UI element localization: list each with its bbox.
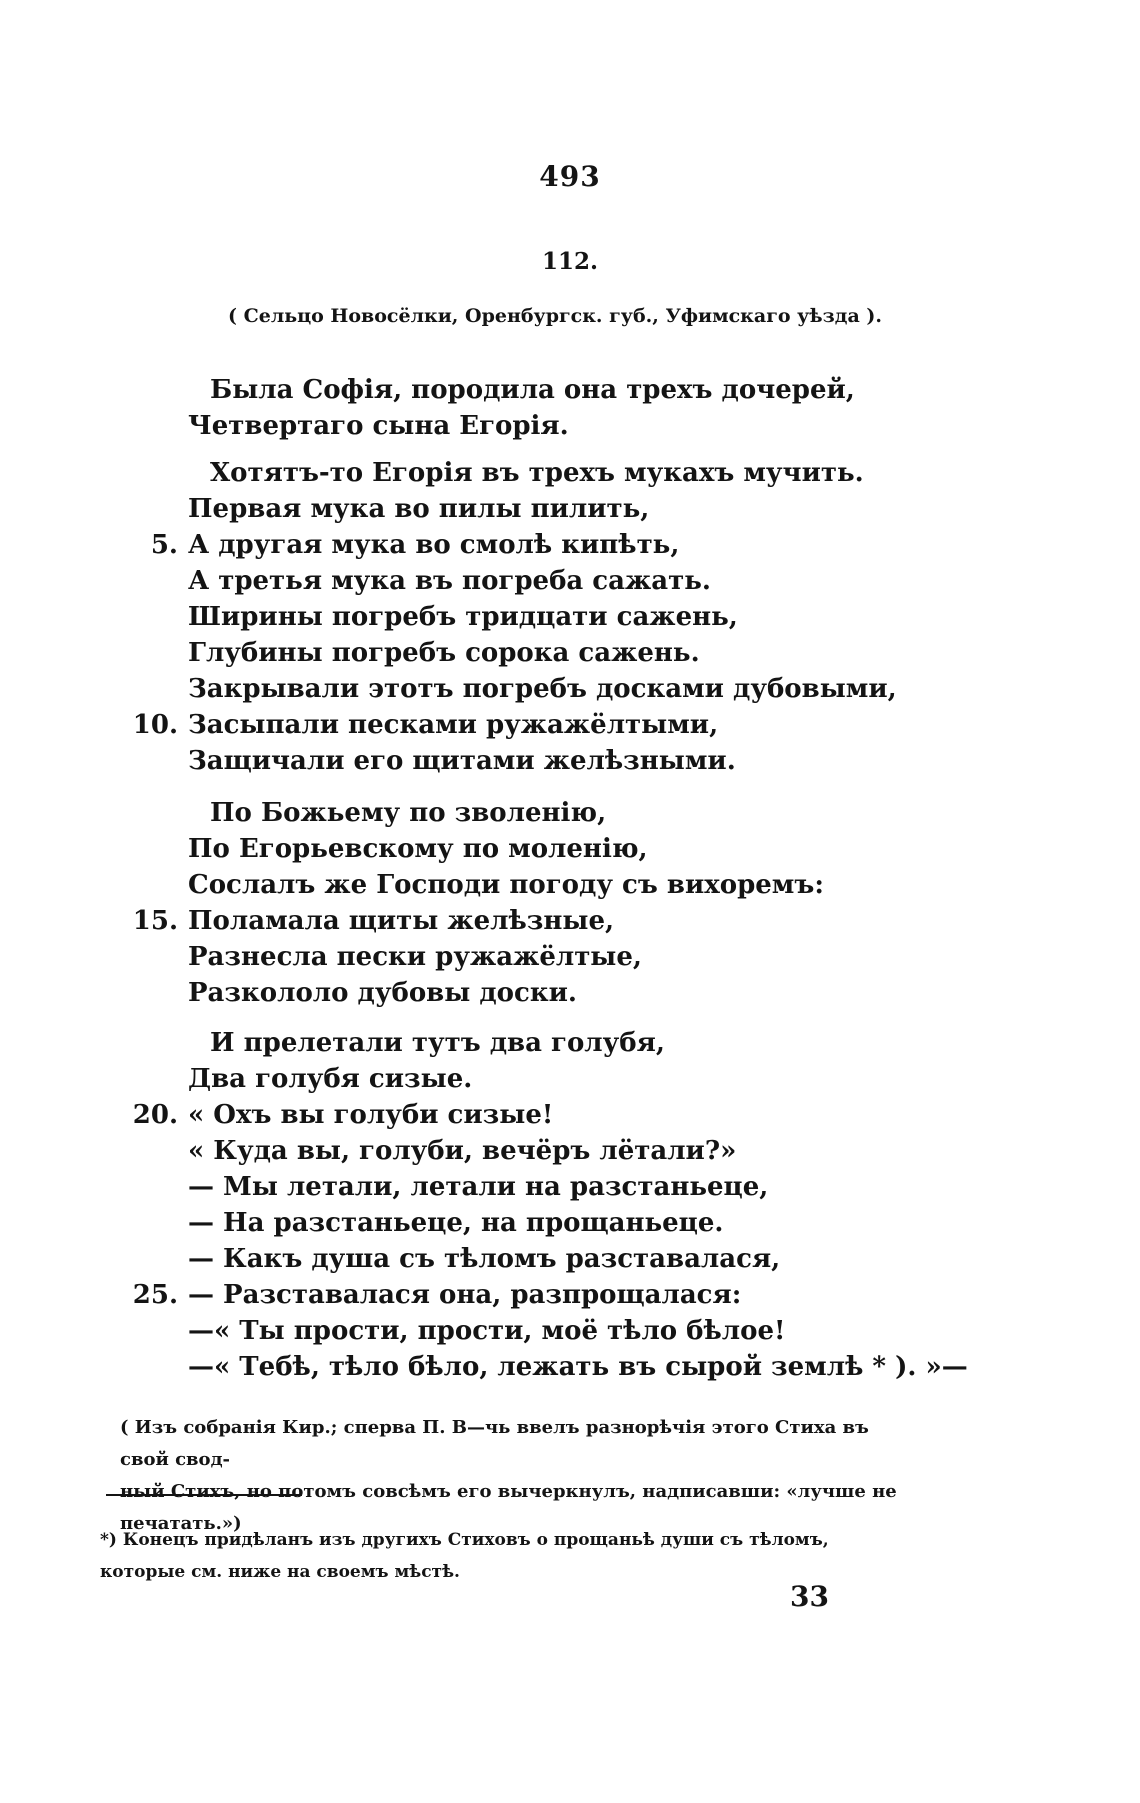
verse-line: [0, 939, 1140, 975]
line-text: А другая мука во смолѣ кипѣть,: [188, 530, 680, 560]
footnote: [100, 1524, 900, 1588]
verse-line: [0, 867, 1140, 903]
verse-line: [0, 1061, 1140, 1097]
line-text: — На разстаньеце, на прощаньеце.: [188, 1208, 724, 1238]
line-text: Защичали его щитами желѣзными.: [188, 746, 736, 776]
line-text: И прелетали тутъ два голубя,: [210, 1028, 665, 1058]
line-text: —« Ты прости, прости, моё тѣло бѣлое!: [188, 1316, 786, 1346]
footnote-line: которые см. ниже на своемъ мѣстѣ.: [100, 1562, 460, 1582]
poem-number: 112.: [541, 248, 599, 275]
verse-line: [0, 527, 1140, 563]
editorial-note-line: ный Стихъ, но потомъ совсѣмъ его вычеркнулъ, надписавши: «лучше не печатать.»): [120, 1481, 897, 1534]
line-text: Первая мука во пилы пилить,: [188, 494, 650, 524]
line-text: —« Тебѣ, тѣло бѣло, лежать въ сырой землѣ * ). »—: [188, 1352, 968, 1382]
verse-line: [0, 707, 1140, 743]
line-number: 25.: [132, 1280, 178, 1310]
verse-line: [0, 635, 1140, 671]
editorial-note-line: ( Изъ собранія Кир.; сперва П. В—чь ввелъ разнорѣчія этого Стиха въ свой свод-: [120, 1417, 869, 1470]
line-text: Поламала щиты желѣзные,: [188, 906, 615, 936]
line-text: — Мы летали, летали на разстаньеце,: [188, 1172, 769, 1202]
verse-line: [0, 831, 1140, 867]
line-number: 15.: [132, 906, 178, 936]
stanza: [0, 372, 1140, 444]
verse-line: [0, 455, 1140, 491]
line-text: — Разставалася она, разпрощалася:: [188, 1280, 742, 1310]
line-text: Засыпали песками ружажёлтыми,: [188, 710, 719, 740]
verse-line: [0, 743, 1140, 779]
stanza: [0, 455, 1140, 779]
line-text: Разкололо дубовы доски.: [188, 978, 577, 1008]
line-text: Два голубя сизые.: [188, 1064, 473, 1094]
line-text: По Божьему по зволенію,: [210, 798, 607, 828]
verse-line: [0, 372, 1140, 408]
footnote-line: *) Конецъ придѣланъ изъ другихъ Стиховъ о прощаньѣ души съ тѣломъ,: [100, 1530, 829, 1550]
editorial-note: [120, 1412, 910, 1540]
line-text: « Куда вы, голуби, вечёръ лётали?»: [188, 1136, 737, 1166]
line-text: По Егорьевскому по моленію,: [188, 834, 648, 864]
verse-line: [0, 1097, 1140, 1133]
verse-line: [0, 491, 1140, 527]
stanza: [0, 795, 1140, 1011]
verse-line: [0, 975, 1140, 1011]
verse-line: [0, 1133, 1140, 1169]
verse-line: [0, 1025, 1140, 1061]
verse-line: [0, 1169, 1140, 1205]
line-text: Была Софія, породила она трехъ дочерей,: [210, 375, 855, 405]
line-number: 5.: [150, 530, 178, 560]
line-number: 20.: [132, 1100, 178, 1130]
line-text: Ширины погребъ тридцати сажень,: [188, 602, 738, 632]
line-text: Разнесла пески ружажёлтые,: [188, 942, 642, 972]
footnote-divider: [106, 1494, 302, 1496]
line-text: Глубины погребъ сорока сажень.: [188, 638, 700, 668]
verse-line: [0, 1205, 1140, 1241]
line-text: Закрывали этотъ погребъ досками дубовыми,: [188, 674, 897, 704]
verse-line: [0, 563, 1140, 599]
line-text: — Какъ душа съ тѣломъ разставалася,: [188, 1244, 781, 1274]
line-text: Сослалъ же Господи погоду съ вихоремъ:: [188, 870, 824, 900]
line-text: А третья мука въ погреба сажать.: [188, 566, 711, 596]
line-text: « Охъ вы голуби сизые!: [188, 1100, 554, 1130]
signature-mark: 33: [790, 1580, 829, 1613]
source-note: ( Сельцо Новосёлки, Оренбургск. губ., Уфимскаго уѣзда ).: [228, 305, 882, 327]
verse-line: [0, 795, 1140, 831]
verse-line: [0, 1313, 1140, 1349]
line-number: 10.: [132, 710, 178, 740]
verse-line: [0, 599, 1140, 635]
verse-line: [0, 903, 1140, 939]
verse-line: [0, 671, 1140, 707]
stanza: [0, 1025, 1140, 1385]
line-text: Хотятъ-то Егорія въ трехъ мукахъ мучить.: [210, 458, 864, 488]
verse-line: [0, 408, 1140, 444]
verse-line: [0, 1349, 1140, 1385]
verse-line: [0, 1241, 1140, 1277]
line-text: Четвертаго сына Егорія.: [188, 411, 569, 441]
verse-line: [0, 1277, 1140, 1313]
page-number: 493: [539, 160, 601, 193]
